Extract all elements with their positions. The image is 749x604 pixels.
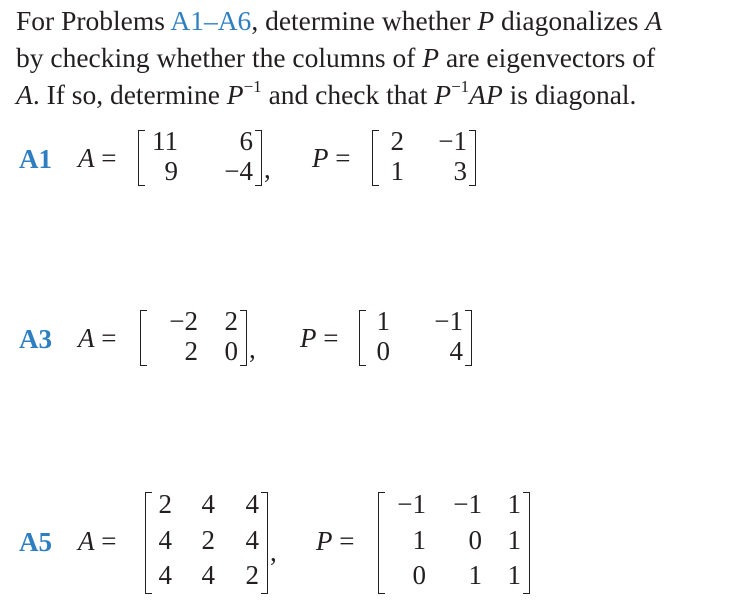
- matrix-entry: 1: [507, 560, 521, 590]
- var-A: A: [78, 143, 95, 173]
- matrix-A: [145, 489, 268, 594]
- instructions-line-3: [16, 76, 741, 117]
- matrix-entry: 2: [158, 489, 172, 519]
- var-A: A: [78, 323, 95, 353]
- matrix-A-lhs: [78, 323, 116, 354]
- inverse-exponent: −1: [451, 77, 470, 96]
- matrix-P-lhs: [316, 526, 354, 557]
- matrix-entry: 4: [245, 489, 259, 519]
- inverse-exponent: −1: [243, 77, 262, 96]
- var-A: A: [16, 79, 33, 110]
- matrix-entry: 2: [390, 126, 404, 156]
- matrix-entry: 2: [224, 306, 238, 336]
- var-AP: AP: [469, 79, 503, 110]
- matrix-entry: 1: [507, 525, 521, 555]
- text: are eigenvectors of: [439, 42, 656, 73]
- text: by checking whether the columns of: [16, 42, 423, 73]
- left-bracket: [378, 492, 385, 594]
- problem-label[interactable]: A3: [19, 324, 52, 354]
- right-bracket: [469, 130, 476, 186]
- comma: ,: [249, 334, 256, 364]
- comma: ,: [264, 154, 271, 184]
- matrix-P-lhs: [300, 323, 338, 354]
- var-P: P: [434, 79, 452, 110]
- equals-sign: =: [323, 323, 339, 353]
- matrix-entry: −1: [438, 126, 467, 156]
- matrix-entry: −4: [224, 156, 253, 186]
- matrix-entry: −1: [453, 489, 482, 519]
- instructions-line-1: [16, 2, 741, 39]
- matrix-entry: 1: [468, 560, 482, 590]
- equals-sign: =: [335, 143, 351, 173]
- text: . If so, determine: [32, 79, 227, 110]
- matrix-entry: 4: [449, 336, 463, 366]
- left-bracket: [138, 130, 145, 186]
- matrix-P-lhs: [312, 143, 350, 174]
- left-bracket: [140, 310, 147, 366]
- var-P: P: [422, 42, 440, 73]
- equals-sign: =: [101, 323, 117, 353]
- matrix-entry: 1: [390, 156, 404, 186]
- problem-label[interactable]: A1: [19, 144, 52, 174]
- right-bracket: [523, 492, 530, 594]
- matrix-A-lhs: [78, 143, 116, 174]
- var-P: P: [316, 526, 333, 556]
- matrix-entry: 1: [376, 306, 390, 336]
- matrix-entry: 4: [201, 560, 215, 590]
- matrix-A: [138, 126, 262, 186]
- var-P: P: [477, 5, 495, 36]
- matrix-entry: 1: [507, 489, 521, 519]
- matrix-entry: 4: [201, 489, 215, 519]
- matrix-entry: 9: [164, 156, 178, 186]
- matrix-A: [140, 306, 247, 366]
- problem-a3: [16, 306, 736, 366]
- left-bracket: [359, 310, 366, 366]
- right-bracket: [240, 310, 247, 366]
- matrix-A-lhs: [78, 526, 116, 557]
- problem-a1: [16, 126, 736, 186]
- var-P: P: [312, 143, 329, 173]
- matrix-entry: 2: [245, 560, 259, 590]
- matrix-P: [378, 489, 530, 594]
- matrix-entry: 2: [201, 525, 215, 555]
- text: and check that: [261, 79, 435, 110]
- problem-range-link[interactable]: A1–A6: [170, 5, 252, 36]
- matrix-entry: 0: [224, 336, 238, 366]
- matrix-entry: 0: [376, 336, 390, 366]
- matrix-entry: 4: [158, 525, 172, 555]
- matrix-P: [359, 306, 472, 366]
- right-bracket: [261, 492, 268, 594]
- equals-sign: =: [339, 526, 355, 556]
- var-A: A: [78, 526, 95, 556]
- var-P: P: [226, 79, 244, 110]
- matrix-entry: 2: [184, 336, 198, 366]
- problem-label[interactable]: A5: [19, 527, 52, 557]
- matrix-entry: 4: [158, 560, 172, 590]
- problem-instructions: [16, 2, 741, 117]
- comma: ,: [270, 537, 277, 567]
- matrix-entry: 6: [239, 126, 253, 156]
- matrix-entry: −1: [434, 306, 463, 336]
- problem-a5: [16, 489, 736, 594]
- equals-sign: =: [101, 526, 117, 556]
- left-bracket: [145, 492, 152, 594]
- right-bracket: [255, 130, 262, 186]
- var-P: P: [300, 323, 317, 353]
- matrix-P: [372, 126, 476, 186]
- left-bracket: [372, 130, 379, 186]
- matrix-entry: 4: [245, 525, 259, 555]
- text: diagonalizes: [494, 5, 646, 36]
- right-bracket: [465, 310, 472, 366]
- matrix-entry: −2: [169, 306, 198, 336]
- matrix-entry: −1: [397, 489, 426, 519]
- var-A: A: [645, 5, 663, 36]
- instructions-line-2: [16, 39, 741, 76]
- equals-sign: =: [101, 143, 117, 173]
- matrix-entry: 0: [412, 560, 426, 590]
- matrix-entry: 3: [453, 156, 467, 186]
- text: is diagonal.: [502, 79, 637, 110]
- text: For Problems: [16, 5, 171, 36]
- text: , determine whether: [251, 5, 478, 36]
- matrix-entry: 11: [152, 126, 178, 156]
- matrix-entry: 0: [468, 525, 482, 555]
- matrix-entry: 1: [412, 525, 426, 555]
